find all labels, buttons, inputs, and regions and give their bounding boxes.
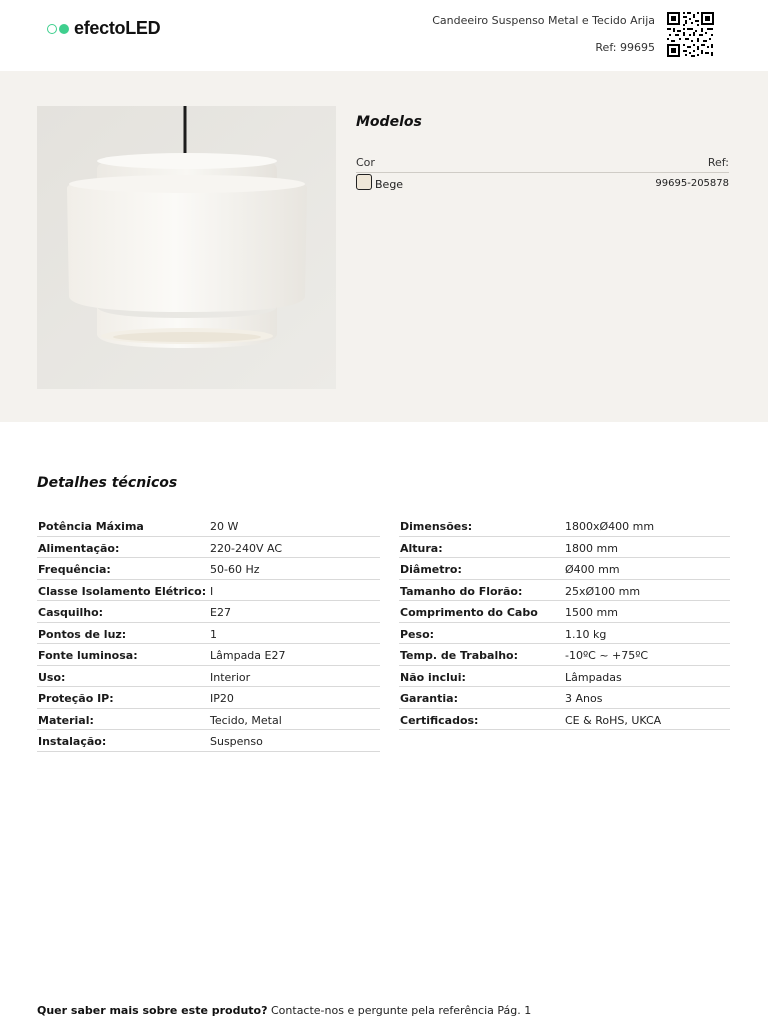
spec-value: 1.10 kg xyxy=(565,627,607,641)
spec-label: Tamanho do Florão: xyxy=(400,584,523,598)
spec-label: Material: xyxy=(38,713,94,727)
spec-row xyxy=(399,601,730,623)
logo-text: efectoLED xyxy=(74,18,161,38)
spec-value: 1500 mm xyxy=(565,606,618,619)
spec-value: 1 xyxy=(210,627,217,641)
spec-table-left xyxy=(37,515,380,752)
spec-value: Interior xyxy=(210,670,251,684)
pendant-lamp-illustration xyxy=(37,106,336,389)
spec-value: Suspenso xyxy=(210,735,263,748)
spec-label: Proteção IP: xyxy=(38,692,114,705)
spec-value: 1800 mm xyxy=(565,541,618,555)
logo-dot-icon xyxy=(59,24,69,34)
spec-value: Lâmpadas xyxy=(565,670,622,684)
spec-row xyxy=(37,666,380,688)
product-image[interactable] xyxy=(37,106,336,389)
spec-label: Altura: xyxy=(400,541,443,555)
brand-logo[interactable] xyxy=(47,18,160,39)
spec-label: Peso: xyxy=(400,627,435,641)
spec-value: Ø400 mm xyxy=(565,563,620,576)
model-color-name: Bege xyxy=(375,178,404,191)
spec-label: Potência Máxima xyxy=(38,520,144,533)
logo-ring-icon xyxy=(47,24,57,34)
spec-value: -10ºC ~ +75ºC xyxy=(565,649,649,662)
spec-value: 1800xØ400 mm xyxy=(565,520,655,533)
spec-row xyxy=(399,580,730,602)
spec-row xyxy=(37,709,380,731)
spec-value: 3 Anos xyxy=(565,692,603,705)
models-title: Modelos xyxy=(356,114,422,130)
spec-row xyxy=(37,644,380,666)
models-col-ref: Ref: xyxy=(707,156,729,169)
spec-value: 25xØ100 mm xyxy=(565,584,641,598)
spec-row xyxy=(399,644,730,666)
product-ref: Ref: 99695 xyxy=(595,41,655,54)
spec-label: Instalação: xyxy=(38,735,107,748)
spec-value: I xyxy=(210,584,214,598)
models-col-color: Cor xyxy=(356,156,375,169)
spec-label: Uso: xyxy=(38,670,66,684)
spec-row xyxy=(37,601,380,623)
spec-label: Dimensões: xyxy=(400,520,473,533)
spec-label: Pontos de luz: xyxy=(38,627,127,641)
footer-question: Quer saber mais sobre este produto? xyxy=(37,1004,268,1017)
spec-row xyxy=(37,730,380,752)
spec-row xyxy=(37,580,380,602)
spec-row xyxy=(399,515,730,537)
tech-details-title: Detalhes técnicos xyxy=(37,475,178,491)
spec-value: CE & RoHS, UKCA xyxy=(565,713,662,727)
spec-row xyxy=(399,623,730,645)
spec-label: Frequência: xyxy=(38,563,111,576)
spec-row xyxy=(37,558,380,580)
spec-row xyxy=(399,537,730,559)
spec-row xyxy=(37,515,380,537)
models-table-header xyxy=(356,156,729,173)
spec-label: Temp. de Trabalho: xyxy=(400,649,519,662)
spec-label: Comprimento do Cabo xyxy=(400,606,538,619)
product-title: Candeeiro Suspenso Metal e Tecido Arija xyxy=(432,14,655,27)
spec-row xyxy=(399,709,730,731)
spec-table-right xyxy=(399,515,730,730)
spec-row xyxy=(37,537,380,559)
spec-label: Diâmetro: xyxy=(400,563,462,576)
spec-label: Classe Isolamento Elétrico: xyxy=(38,584,207,598)
spec-label: Fonte luminosa: xyxy=(38,649,138,662)
spec-label: Casquilho: xyxy=(38,606,104,619)
spec-value: IP20 xyxy=(210,692,234,705)
page-header xyxy=(0,0,768,71)
spec-row xyxy=(37,687,380,709)
spec-row xyxy=(399,666,730,688)
spec-row xyxy=(399,687,730,709)
spec-value: 50-60 Hz xyxy=(210,563,260,576)
model-ref: 99695-205878 xyxy=(655,178,729,189)
qr-code-icon[interactable] xyxy=(666,11,715,58)
spec-value: 220-240V AC xyxy=(210,541,282,555)
spec-label: Alimentação: xyxy=(38,541,120,555)
spec-label: Garantia: xyxy=(400,692,458,705)
spec-value: 20 W xyxy=(210,520,239,533)
product-overview xyxy=(0,71,768,422)
model-row[interactable] xyxy=(356,173,729,193)
page-footer xyxy=(37,1004,531,1017)
spec-label: Certificados: xyxy=(400,713,479,727)
spec-value: E27 xyxy=(210,606,231,619)
spec-row xyxy=(37,623,380,645)
spec-value: Lâmpada E27 xyxy=(210,649,286,662)
footer-text: Contacte-nos e pergunte pela referência Pág. 1 xyxy=(267,1004,532,1017)
spec-value: Tecido, Metal xyxy=(210,713,282,727)
color-swatch[interactable] xyxy=(356,174,372,190)
spec-label: Não inclui: xyxy=(400,670,466,684)
spec-row xyxy=(399,558,730,580)
